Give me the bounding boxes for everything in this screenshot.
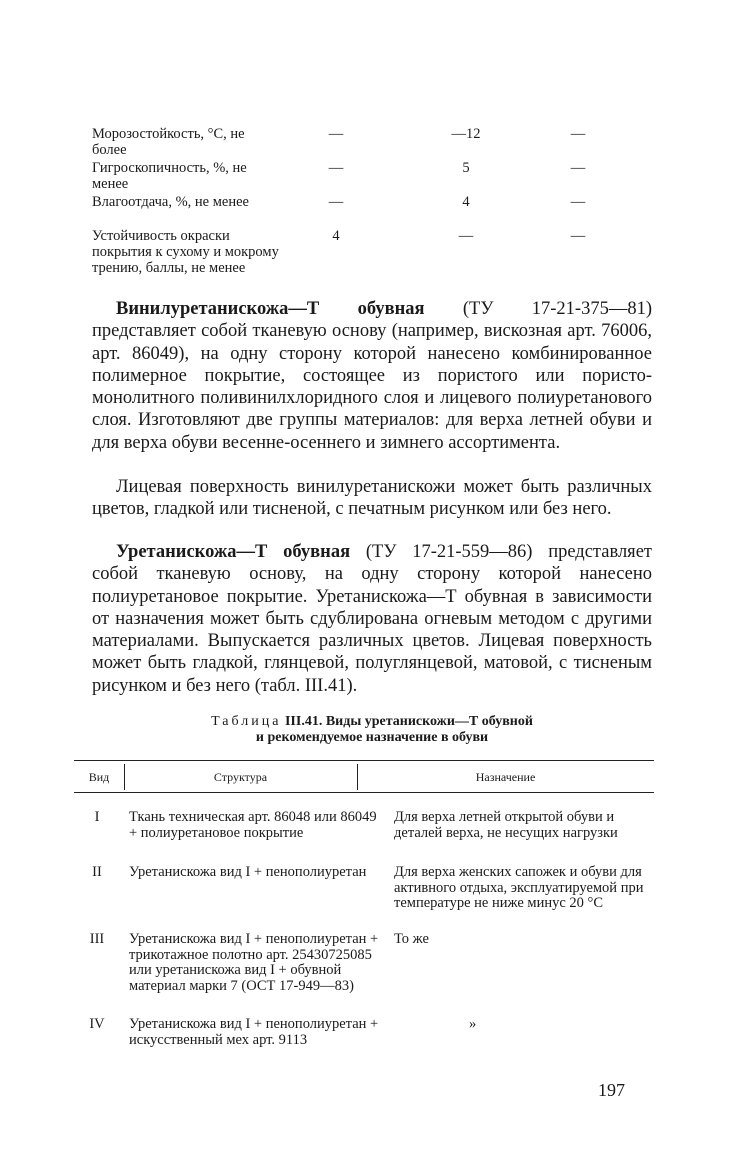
property-value: — [570,160,586,176]
row-purpose: Для верха летней открытой обуви и деталей верха, не несущих нагрузки [394,809,618,841]
property-value: 5 [462,160,470,176]
table-caption [92,714,652,746]
term-urethane: Уретанискожа—Т обувная [116,542,351,562]
property-value: — [570,228,586,244]
property-value: — [570,194,586,210]
property-label: Влагоотдача, %, не менее [92,194,249,210]
property-label: Морозостойкость, °С, не более [92,126,245,158]
property-value: — [328,126,344,142]
property-row [92,126,612,160]
row-purpose: » [469,1016,477,1032]
property-label: Гигроскопичность, %, не менее [92,160,247,192]
row-purpose: То же [394,931,429,947]
caption-prefix: Таблица [211,714,282,729]
row-structure: Уретанискожа вид I + пенополиуретан + искусственный мех арт. 9113 [129,1016,379,1048]
property-row [92,228,612,294]
header-structure: Структура [213,770,268,784]
paragraph-surface: Лицевая поверхность винилуретанискожи может быть различных цветов, гладкой или тисненой, с печатным рисунком или без него. [92,477,652,520]
row-kind: IV [89,1016,105,1032]
property-value: — [328,160,344,176]
row-kind: I [94,809,100,825]
property-value: — [570,126,586,142]
property-value: 4 [462,194,470,210]
property-row [92,160,612,194]
table-top-rule [74,760,654,761]
header-kind: Вид [88,770,110,784]
property-value: 4 [332,228,340,244]
header-purpose: Назначение [475,770,536,784]
property-value: — [458,228,474,244]
caption-title: III.41. Виды уретанискожи—Т обувной [281,714,533,729]
page-number: 197 [598,1080,625,1100]
term-vinylurethane: Винилуретанискожа—Т обувная [116,299,425,319]
row-purpose: Для верха женских сапожек и обуви для активного отдыха, эксплуатируемой при температуре не ниже минус 20 °С [394,864,644,912]
row-kind: II [92,864,102,880]
caption-subtitle: и рекомендуемое назначение в обуви [255,730,489,745]
paragraph-text: (ТУ 17-21-559—86) представляет собой тканевую основу, на одну сторону которой нанесено полиуретановое покрытие. Уретанискожа—Т обувная в зависимости от назначения может быть сдублирована огневым методом с другими материалами. Выпускается различных цветов. Лицевая поверхность может быть гладкой, глянцевой, полуглянцевой, матовой, с тисненым рисунком и без него (табл. III.41). [92,542,652,696]
row-structure: Ткань техническая арт. 86048 или 86049 + полиуретановое покрытие [129,809,377,841]
paragraph-urethane [92,541,652,697]
properties-table [92,126,612,294]
row-structure: Уретанискожа вид I + пенополиуретан + трикотажное полотно арт. 25430725085 или уретанискожа вид I + обувной материал марки 7 (ОСТ 17-949—83) [129,931,379,995]
property-value: — [328,194,344,210]
row-structure: Уретанискожа вид I + пенополиуретан [129,864,367,880]
paragraph-vinylurethane [92,298,652,454]
property-row [92,194,612,228]
paragraph-text: (ТУ 17-21-375—81) представляет собой тканевую основу (например, вискозная арт. 76006, арт. 86049), на одну сторону которой нанесено комбинированное полимерное покрытие, состоящее из пористого или пористо-монолитного поливинилхлоридного слоя и лицевого полиуретанового слоя. Изготовляют две группы материалов: для верха летней обуви и для верха обуви весенне-осеннего и зимнего ассортимента. [92,299,653,453]
table-header-rule [74,792,654,793]
property-value: —12 [451,126,481,142]
row-kind: III [89,931,105,947]
property-label: Устойчивость окраски покрытия к сухому и мокрому трению, баллы, не менее [92,228,279,276]
